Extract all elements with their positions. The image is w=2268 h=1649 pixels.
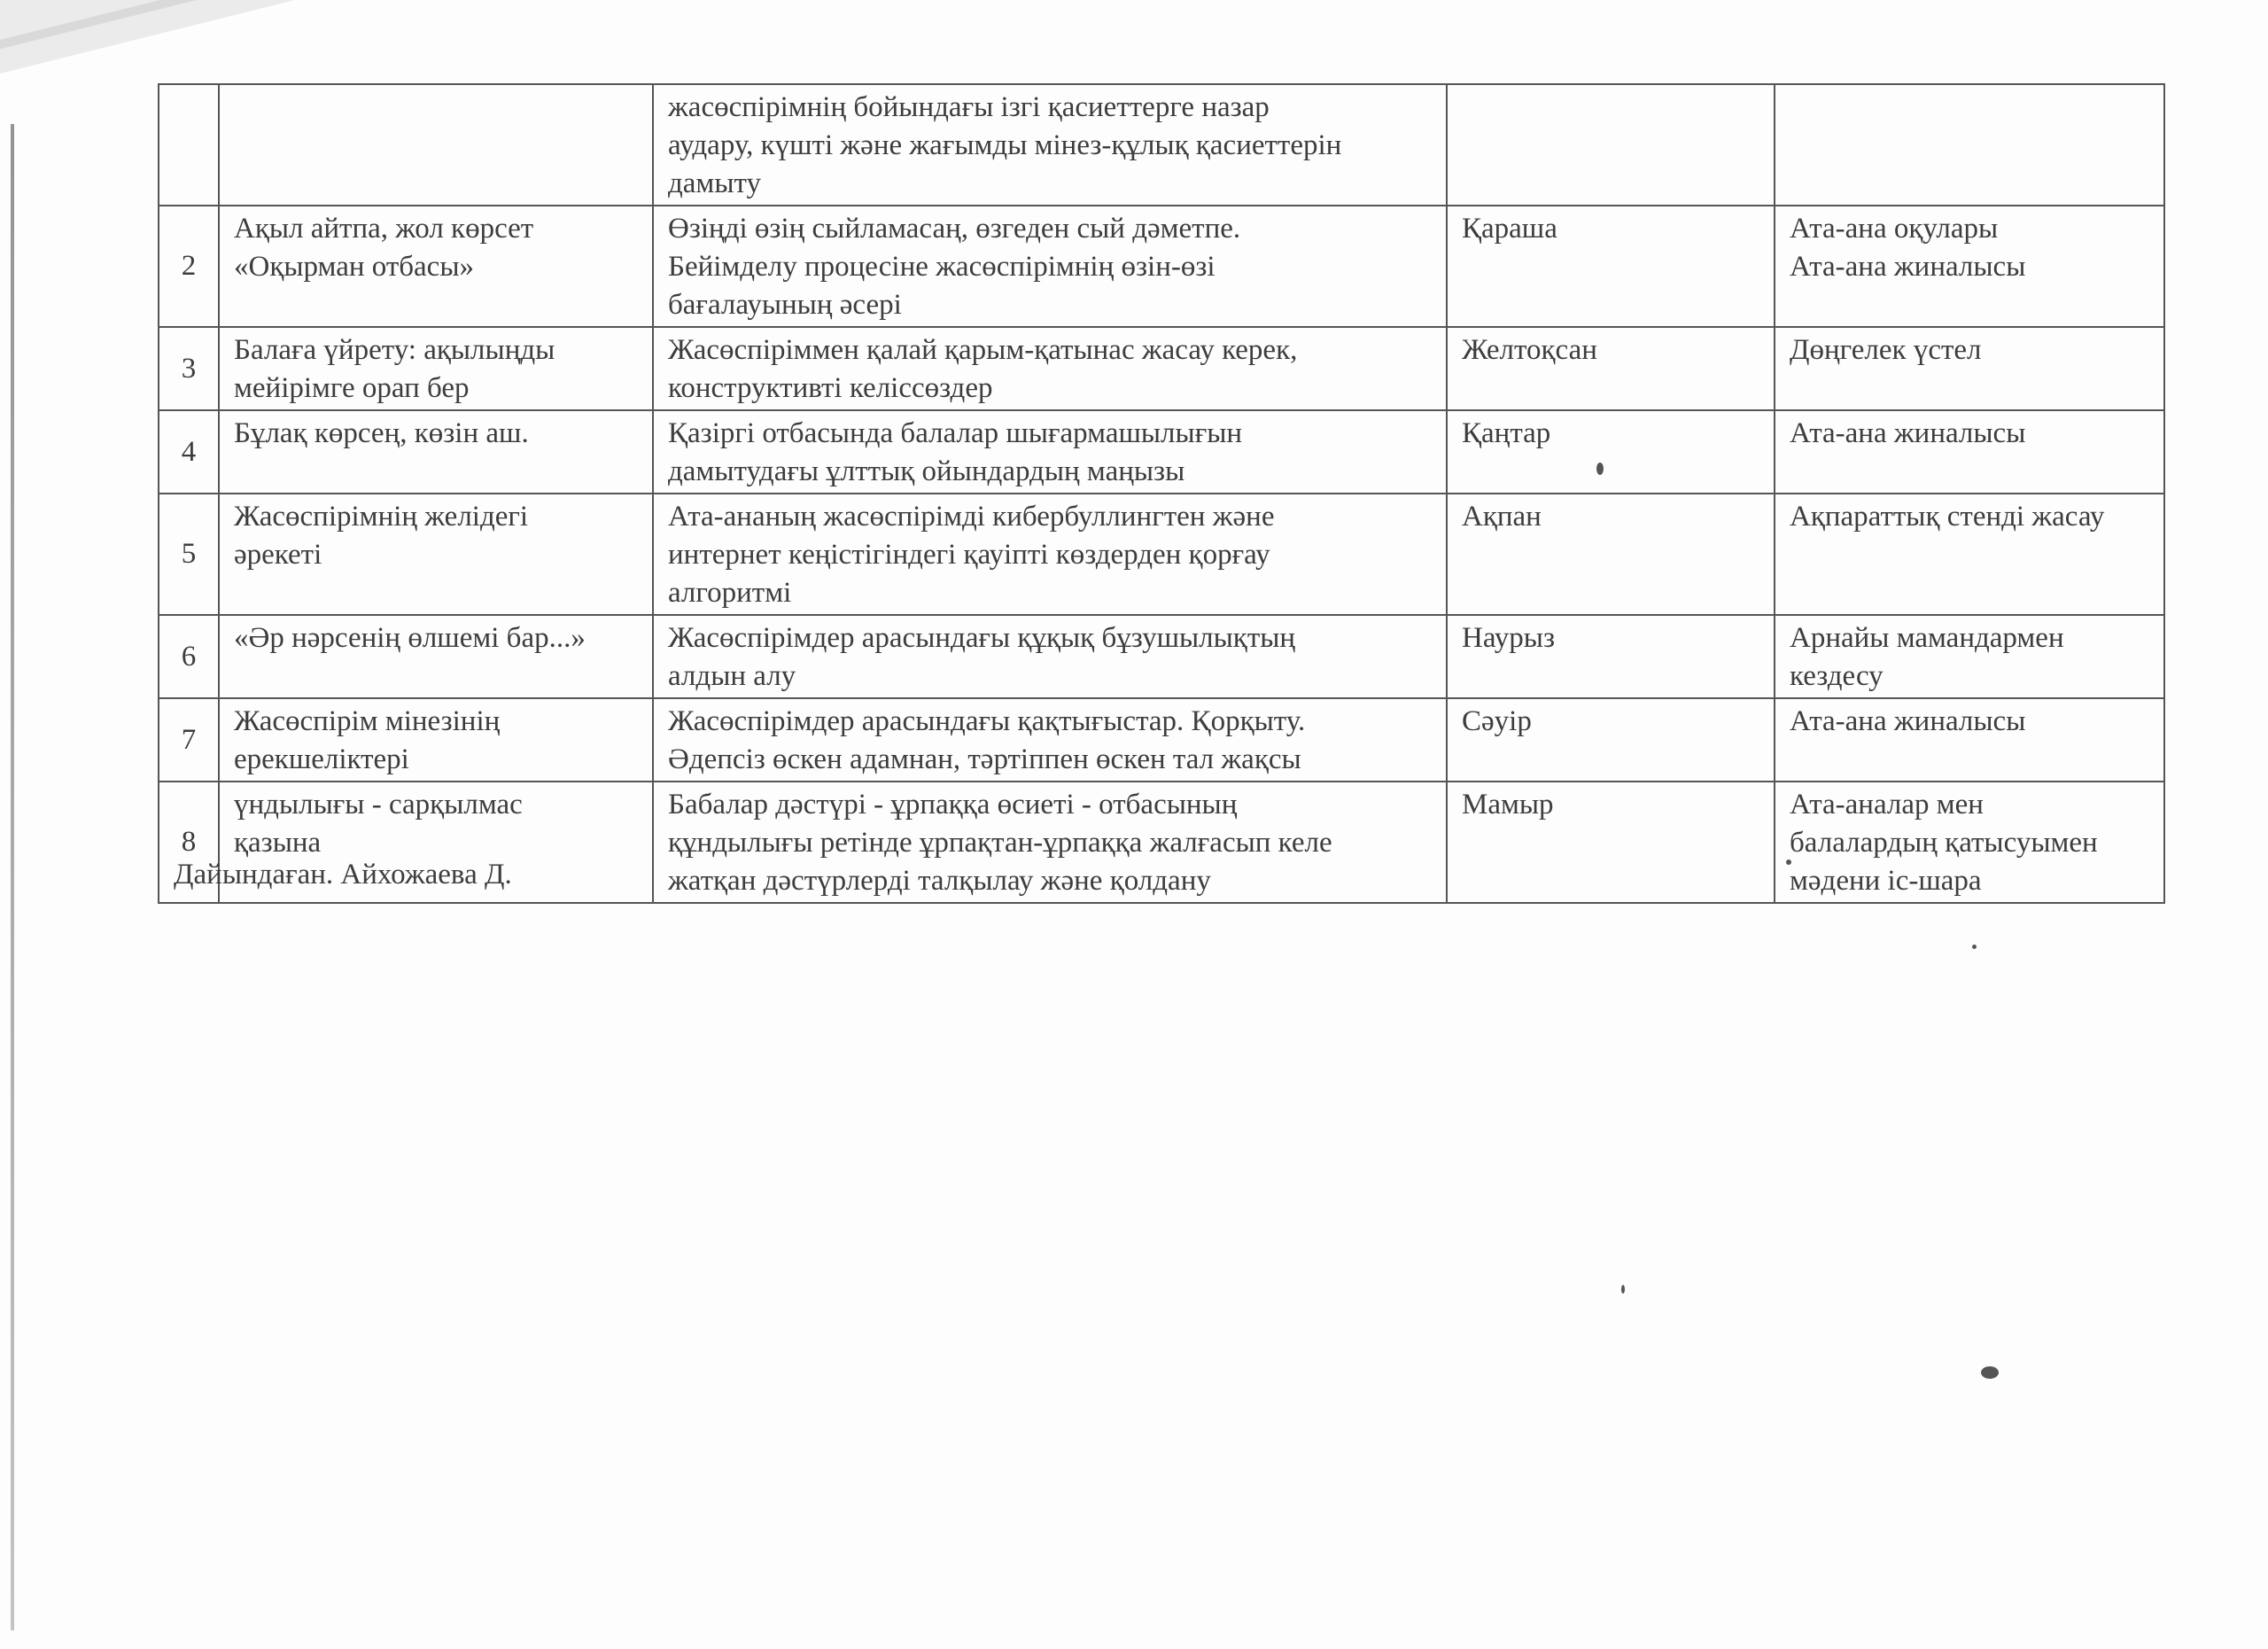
cell-content	[653, 206, 1447, 327]
cell-content-line: дамыту	[668, 167, 761, 199]
cell-form	[1775, 782, 2164, 903]
cell-month: Наурыз	[1447, 615, 1775, 698]
cell-content-line: аудару, күшті және жағымды мінез-құлық қасиеттерін	[668, 129, 1342, 161]
cell-number: 5	[159, 494, 219, 615]
cell-topic-line: «Әр нәрсенің өлшемі бар...»	[234, 622, 586, 654]
scan-speck	[1621, 1285, 1625, 1294]
cell-form-line: Ата-ана жиналысы	[1790, 251, 2026, 283]
cell-topic-line: «Оқырман отбасы»	[234, 251, 474, 283]
table-row	[159, 698, 2164, 782]
cell-topic	[219, 206, 653, 327]
cell-form-line: Дөңгелек үстел	[1790, 334, 1982, 366]
cell-month: Қараша	[1447, 206, 1775, 327]
cell-topic-line: Бұлақ көрсең, көзін аш.	[234, 417, 529, 449]
cell-content-line: Өзіңді өзің сыйламасаң, өзгеден сый дәметпе.	[668, 213, 1241, 245]
cell-topic	[219, 84, 653, 206]
cell-content-line: интернет кеңістігіндегі қауіпті көздерден қорғау	[668, 539, 1270, 571]
cell-form-line: Ата-аналар мен	[1790, 789, 1984, 821]
table-row	[159, 494, 2164, 615]
cell-topic-line: ерекшеліктері	[234, 743, 409, 775]
table-row	[159, 410, 2164, 494]
table-row	[159, 84, 2164, 206]
cell-topic	[219, 494, 653, 615]
cell-content	[653, 782, 1447, 903]
cell-content	[653, 327, 1447, 410]
cell-topic-line: қазына	[234, 827, 322, 859]
cell-content-line: бағалауының әсері	[668, 289, 902, 321]
cell-form-line: мәдени іс-шара	[1790, 865, 1982, 897]
table-row	[159, 615, 2164, 698]
table-row	[159, 206, 2164, 327]
cell-topic	[219, 410, 653, 494]
cell-topic	[219, 327, 653, 410]
cell-number: 7	[159, 698, 219, 782]
cell-content-line: құндылығы ретінде ұрпақтан-ұрпаққа жалғасып келе	[668, 827, 1332, 859]
cell-content-line: жасөспірімнің бойындағы ізгі қасиеттерге назар	[668, 91, 1270, 123]
cell-form-line: кездесу	[1790, 660, 1884, 692]
cell-content-line: Әдепсіз өскен адамнан, тәртіппен өскен тал жақсы	[668, 743, 1301, 775]
cell-topic	[219, 615, 653, 698]
cell-month	[1447, 84, 1775, 206]
prepared-by-note: Дайындаған. Айхожаева Д.	[174, 859, 512, 891]
cell-form	[1775, 410, 2164, 494]
table-row	[159, 327, 2164, 410]
cell-content	[653, 615, 1447, 698]
scan-speck	[1972, 945, 1977, 949]
cell-content-line: Жасөспірімдер арасындағы құқық бұзушылықтың	[668, 622, 1296, 654]
cell-topic-line: Жасөспірімнің желідегі	[234, 501, 529, 533]
cell-content-line: дамытудағы ұлттық ойындардың маңызы	[668, 455, 1185, 487]
cell-content-line: Қазіргі отбасында балалар шығармашылығын	[668, 417, 1243, 449]
cell-content-line: Бабалар дәстүрі - ұрпаққа өсиеті - отбасының	[668, 789, 1238, 821]
cell-topic-line: Жасөспірім мінезінің	[234, 705, 501, 737]
cell-content-line: Жасөспірімдер арасындағы қақтығыстар. Қорқыту.	[668, 705, 1306, 737]
cell-topic-line: әрекеті	[234, 539, 322, 571]
cell-form	[1775, 84, 2164, 206]
cell-content-line: Жасөспіріммен қалай қарым-қатынас жасау керек,	[668, 334, 1298, 366]
cell-form-line: Ата-ана жиналысы	[1790, 417, 2026, 449]
cell-number: 2	[159, 206, 219, 327]
cell-form	[1775, 698, 2164, 782]
cell-content-line: алгоритмі	[668, 577, 792, 609]
cell-topic-line: Ақыл айтпа, жол көрсет	[234, 213, 534, 245]
cell-month: Желтоқсан	[1447, 327, 1775, 410]
cell-number: 8	[159, 782, 219, 903]
cell-content	[653, 84, 1447, 206]
cell-content	[653, 410, 1447, 494]
cell-topic	[219, 698, 653, 782]
cell-month: Ақпан	[1447, 494, 1775, 615]
cell-form-line: Арнайы мамандармен	[1790, 622, 2064, 654]
cell-form-line: Ата-ана жиналысы	[1790, 705, 2026, 737]
cell-number: 6	[159, 615, 219, 698]
cell-content-line: жатқан дәстүрлерді талқылау және қолдану	[668, 865, 1211, 897]
cell-content-line: конструктивті келіссөздер	[668, 372, 993, 404]
cell-content-line: Бейімделу процесіне жасөспірімнің өзін-өзі	[668, 251, 1216, 283]
activity-plan-table	[158, 83, 2165, 904]
cell-number: 3	[159, 327, 219, 410]
cell-form	[1775, 206, 2164, 327]
cell-number: 4	[159, 410, 219, 494]
cell-number	[159, 84, 219, 206]
cell-topic-line: Балаға үйрету: ақылыңды	[234, 334, 555, 366]
scan-speck	[1981, 1366, 1999, 1379]
cell-content-line: алдын алу	[668, 660, 796, 692]
cell-form	[1775, 615, 2164, 698]
cell-form	[1775, 327, 2164, 410]
cell-month: Мамыр	[1447, 782, 1775, 903]
cell-content-line: Ата-ананың жасөспірімді кибербуллингтен және	[668, 501, 1275, 533]
cell-form-line: Ата-ана оқулары	[1790, 213, 1999, 245]
plan-table-body	[159, 84, 2164, 903]
cell-content	[653, 494, 1447, 615]
cell-month: Сәуір	[1447, 698, 1775, 782]
cell-content	[653, 698, 1447, 782]
cell-form-line: балалардың қатысуымен	[1790, 827, 2098, 859]
cell-topic-line: үндылығы - сарқылмас	[234, 789, 523, 821]
cell-month: Қаңтар	[1447, 410, 1775, 494]
cell-form-line: Ақпараттық стенді жасау	[1790, 501, 2105, 533]
scan-edge-shadow	[11, 124, 14, 1630]
cell-form	[1775, 494, 2164, 615]
cell-topic-line: мейірімге орап бер	[234, 372, 470, 404]
